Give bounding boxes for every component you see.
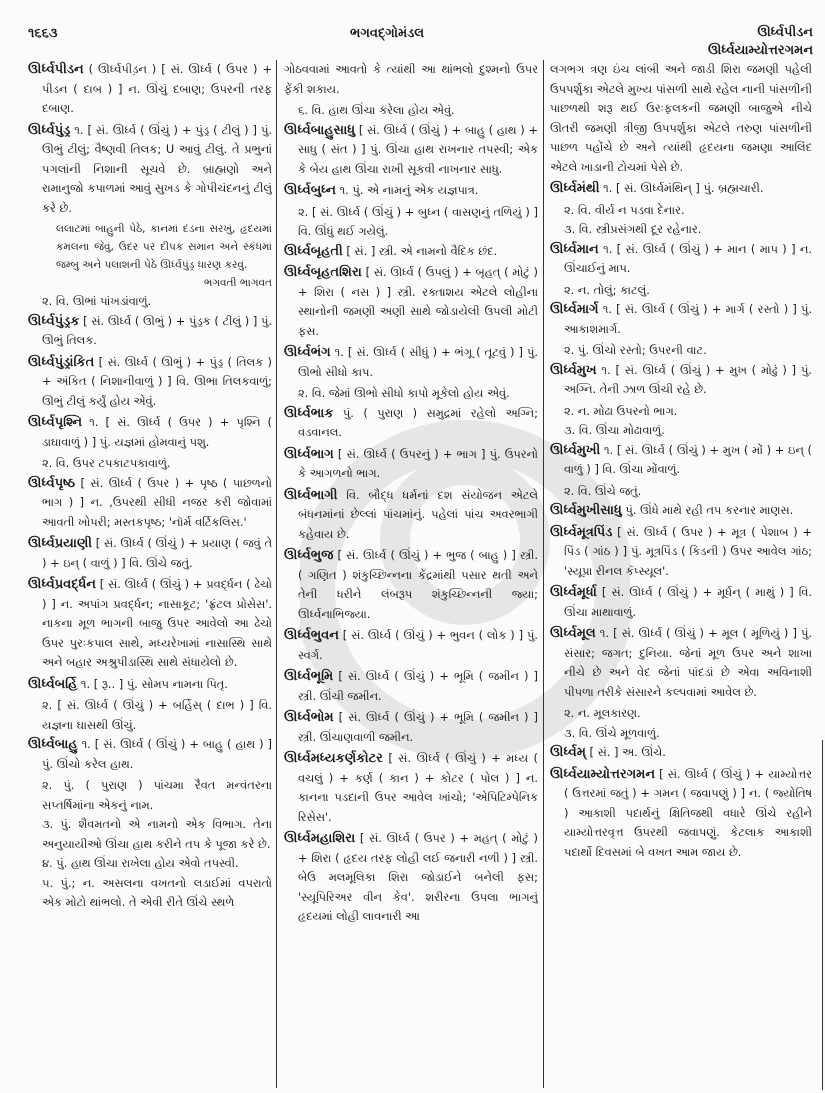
headword: ઊર્ધ્વમૂત્રપિંડ bbox=[550, 524, 613, 540]
dictionary-entry bbox=[28, 413, 272, 452]
dictionary-entry bbox=[284, 486, 538, 545]
sub-sense: ૩. વિ. સ્ત્રીપ્રસંગથી દૂર રહેનાર. bbox=[564, 222, 702, 236]
headword: ઊર્ધ્વમાન bbox=[550, 241, 599, 257]
guide-words bbox=[708, 24, 813, 60]
definition: [ સં. ઊર્ધ્વ ( ઊંચું ) + યામ્યોત્તર ( ઉત્તરમાં જતું ) + ગમન ( જવાપણું ) ] ન. ( જ્યોતિષ ) આકાશી પદાર્થનું ક્ષિતિજથી વધારે ઊંચે રહીને યામ્યોત્તરવૃત્ત ઉપરથી જવાપણું. કેટલાક આકાશી પદાર્થો દિવસમાં બે વખત આમ જાય છે. bbox=[564, 766, 812, 859]
dictionary-entry bbox=[28, 121, 272, 219]
dictionary-entry bbox=[284, 404, 538, 443]
sub-sense: ૨. ન. મૂલકારણ. bbox=[564, 706, 641, 720]
sub-sense: ૨. પું. ઊંચો રસ્તો; ઉપરની વાટ. bbox=[564, 343, 707, 357]
definition: ૧. [ સં. ઊર્ધ્વ ( ઊંચું ) + માર્ગ ( રસ્તો ) ] પું. આકાશમાર્ગ. bbox=[564, 302, 812, 336]
definition: [ સં. ઊર્ધ્વ ( ઊભું ) + પુંડ્ર ( તિલક ) + અંકિત ( નિશાનીવાળું ) ] વિ. ઊભા તિલકવાળું; ઊભું ટીલું કર્યું હોય એવું. bbox=[42, 354, 272, 408]
sub-sense: ૨. વિ. ઉપર ટપકાટપકાવાળું. bbox=[42, 456, 171, 470]
entry-continuation bbox=[550, 60, 812, 177]
dictionary-entry bbox=[284, 749, 538, 827]
definition: [ સં. ઊર્ધ્વ ( ઊંચું ) + બાહુ ( હાથ ) + સાધુ ( સંત ) ] પું. ઊંચા હાથ રાખનાર તપસ્વી; એક કે બેય હાથ ઊંચા રાખી સૂકવી નાખનાર સાધુ. bbox=[298, 122, 538, 176]
dictionary-entry bbox=[550, 240, 812, 279]
headword: ઊર્ધ્વબુધ્ન bbox=[284, 183, 336, 198]
headword: ઊર્ધ્વમધ્યકર્ણકોટર bbox=[284, 751, 383, 766]
dictionary-columns bbox=[0, 60, 825, 1090]
headword: ઊર્ધ્વભૂમિ bbox=[284, 669, 334, 684]
definition: ૧. [ સં. ઊર્ધ્વ ( ઊંચું ) + મુખ ( મોં ) + ઇન્ ( વાળું ) ] વિ. ઊંચા મોંવાળું. bbox=[564, 442, 812, 476]
definition: ૧. [ સં. ઊર્ધ્વ ( ઊંચું ) + બાહુ ( હાથ ) ] પું. ઊંચો કરેલ હાથ. bbox=[42, 737, 272, 771]
headword: ઊર્ધ્વમ્ bbox=[550, 745, 586, 760]
definition: પું. ઊંધે માથે રહી તપ કરનાર માણસ. bbox=[621, 503, 794, 517]
sub-sense: ૨. ન. મોઢા ઉપરનો ભાગ. bbox=[564, 403, 678, 418]
quotation-text: લલાટમાં બાહુની પેઠે, કાનમાં દંડના સરખું, હૃદયમાં કમલના જેવું, ઉદર પર દીપક સમાન અને સ્કંધમાં જમ્બુ અને પલાશની પેઠે ઊર્ધ્વપુંડ્ર ધારણ કરવું. bbox=[56, 223, 272, 271]
sub-sense: ૨. [ સં. ઊર્ધ્વ ( ઊંચું ) + બર્હિસ્ ( દાભ ) ] વિ. યજ્ઞના ઘાસથી ઊંચું. bbox=[42, 698, 272, 732]
dictionary-entry bbox=[284, 343, 538, 382]
headword: ઊર્ધ્વપીડન bbox=[28, 62, 84, 77]
headword: ઊર્ધ્વભોમ bbox=[284, 710, 334, 725]
sub-sense: ૬. વિ. હાથ ઊંચા કરેલા હોય એવું. bbox=[298, 103, 455, 117]
headword: ઊર્ધ્વબૃહતશિરા bbox=[284, 265, 362, 280]
dictionary-entry bbox=[28, 353, 272, 412]
headword: ઊર્ધ્વમાર્ગ bbox=[550, 302, 599, 317]
definition: પું. ( પુરાણ ) સમુદ્રમાં રહેલો અગ્નિ; વડવાનલ. bbox=[298, 405, 538, 439]
sub-sense: ૨. પું. ( પુરાણ ) પાંચમા રૈવત મન્વંતરના સપ્તર્ષિમાંના એકનું નામ. bbox=[42, 778, 272, 812]
dictionary-entry bbox=[550, 361, 812, 400]
headword: ઊર્ધ્વપૃશ્નિ bbox=[28, 415, 83, 430]
headword: ઊર્ધ્વમુખીસાધુ bbox=[550, 503, 622, 518]
headword: ઊર્ધ્વબર્હિ bbox=[28, 676, 78, 692]
headword: ઊર્ધ્વબાહુસાધુ bbox=[284, 122, 356, 138]
dictionary-entry bbox=[28, 534, 272, 573]
definition: ૧. [ સં. ઊર્ધ્વ ( સીધું ) + ભંગૂ ( તૂટવું ) ] પું. ઊભો સીધો કાપ. bbox=[298, 345, 538, 379]
dictionary-entry bbox=[550, 300, 812, 339]
headword: ઊર્ધ્વભાક bbox=[284, 405, 334, 421]
definition: [ સં. ઊર્ધ્વ ( ઊંચું ) + પ્રયાણ ( જવું તે ) + ઇન્ ( વાળું ) ] વિ. ઊંચે જતું. bbox=[42, 536, 272, 570]
definition: [ સં. ઊર્ધ્વ ( ઉપર ) + મહત્ ( મોટું ) + શિરા ( હૃદય તરફ લોહી લઈ જનારી નળી ) ] સ્ત્રી. બેઉ મલમૂલિકા શિરા જોડાઈને બનેલી ફસ; 'સ્યૂપિરિઅર વીન કેવ'. શરીરના ઉપલા ભાગનું હૃદયમાં લોહી લાવનારી આ bbox=[298, 831, 538, 923]
definition: ૧. પું. એ નામનું એક યજ્ઞપાત્ર. bbox=[335, 183, 479, 197]
dictionary-entry bbox=[550, 441, 812, 480]
dictionary-entry bbox=[284, 546, 538, 624]
sub-sense: ૫. પું.; ન. અસલના વખતનો લડાઈમાં વપરાતો એક મોટો થાંભલો. તે એવી રીતે ઊંચે સ્થળે bbox=[42, 875, 272, 909]
sub-sense: ૪. પું. હાથ ઊંચા રાખેલા હોય એવો તપસ્વી. bbox=[42, 856, 239, 870]
definition: ૧. [ સં. ઊર્ધ્વ ( ઉપર ) + પૃશ્નિ ( ડાઘાવાળું ) ] પું. યજ્ઞમાં હોમવાનું પશુ. bbox=[42, 415, 272, 449]
definition: [ સં. ઊર્ધ્વ ( ઊંચું ) + ભુજ ( બાહુ ) ] સ્ત્રી. ( ગણિત ) શંકુચ્છિન્નના કેંદ્રમાંથી પસાર થતી અને તેની ધરીને લંબરૂપ શંકુચ્છિન્નની જ્યા; ઊર્ધ્વનાભિજ્યા. bbox=[298, 548, 538, 621]
book-title: ભગવદ્ગોમંડલ bbox=[350, 26, 425, 41]
headword: ઊર્ધ્વપૃષ્ઠ bbox=[28, 475, 76, 491]
dictionary-entry bbox=[550, 624, 812, 702]
dictionary-entry bbox=[28, 474, 272, 533]
dictionary-entry bbox=[284, 121, 538, 180]
dictionary-entry bbox=[284, 667, 538, 706]
dictionary-entry bbox=[28, 735, 272, 774]
definition: [ સં. ઊર્ધ્વ ( ઊંચું ) + મૂર્ધન્ ( માથું ) ] વિ. ઊંચા માથાવાળું. bbox=[564, 585, 812, 619]
dictionary-entry bbox=[28, 575, 272, 673]
headword: ઊર્ધ્વમહાશિરા bbox=[284, 831, 356, 846]
definition: ( ઊર્ધ્વપીડ઼ન ) [ સં. ઊર્ધ્વ ( ઉપર ) + પીડન ( દાબ ) ] ન. ઊંચું દબાણ; ઉપરની તરફ દબાણ. bbox=[42, 62, 272, 115]
headword: ઊર્ધ્વમુખી bbox=[550, 442, 601, 458]
dictionary-entry bbox=[28, 675, 272, 695]
headword: ઊર્ધ્વપુંડ્રક bbox=[28, 313, 80, 329]
dictionary-entry bbox=[550, 765, 812, 863]
headword: ઊર્ધ્વમંથી bbox=[550, 181, 600, 196]
guide-word-last: ઊર્ધ્વયામ્યોત્તરગમન bbox=[707, 43, 813, 58]
sub-sense: ૩. પું. શૈવમતનો એ નામનો એક વિભાગ. તેના અનુયાયીઓ ઊંચા હાથ કરીને તપ કે પૂજા કરે છે. bbox=[42, 817, 272, 851]
definition: ૧. [ સં. ઊર્ધ્વ ( ઊંચું ) + પુંડ્ર ( ટીલું ) ] પું. ઊભું ટીલું; વૈષ્ણવી તિલક; U આવું ટીલું. તે પ્રભુનાં પગલાંની નિશાની સૂચવે છે. બ્રાહ્મણો અને રામાનુજો કપાળમાં આવું સુખડ કે ગોપીચંદનનું ટીલું કરે છે. bbox=[42, 122, 272, 215]
column-2 bbox=[284, 60, 538, 1090]
column-1 bbox=[28, 60, 272, 1090]
headword: ઊર્ધ્વયામ્યોત્તરગમન bbox=[550, 766, 656, 782]
definition: ૧. [ સં. ઊર્ધ્વમંથિન્ ] પું. બ્રહ્મચારી. bbox=[599, 181, 764, 195]
sub-sense: ૨. વિ. ઊભાં પાંખડાંવાળું. bbox=[42, 294, 152, 308]
headword: ઊર્ધ્વમૂર્ધા bbox=[550, 585, 597, 600]
headword: ઊર્ધ્વપુંડ્ર bbox=[28, 122, 71, 138]
dictionary-entry bbox=[550, 583, 812, 622]
definition: ૧. [ સં. ઊર્ધ્વ ( ઊંચું ) + મુખ ( મોઢું ) ] પું. અગ્નિ. તેની ઝાળ ઊંચી રહે છે. bbox=[564, 362, 812, 396]
dictionary-entry bbox=[284, 626, 538, 665]
dictionary-entry bbox=[550, 501, 812, 521]
definition: [ સં. ઊર્ધ્વ ( ઊંચું ) + પ્રવર્દ્ધન ( ઢેચો ) ] ન. અપાંગ પ્રવર્દ્ધન; નાસાકૂટ; 'ફ્રંટલ પ્રોસેસ'. નાકના મૂળ ભાગની બાજુ ઉપર આવેલો આ ઢેચો ઉપર પુરઃકપાલ સાથે, મધ્યરેખામાં નાસાસ્થિ સાથે અને બહાર અશ્રુપીડાસ્થિ સાથે સંધાયેલો છે. bbox=[42, 577, 272, 669]
definition: [ સં. ઊર્ધ્વ ( ઊંચું ) + ભુવન ( લોક ) ] પું. સ્વર્ગ. bbox=[298, 628, 538, 662]
headword: ઊર્ધ્વભાગી bbox=[284, 487, 338, 503]
quotation bbox=[28, 220, 272, 292]
sub-sense: ૨. ન. તોલું; કાટલું. bbox=[564, 282, 650, 297]
headword: ઊર્ધ્વમુખ bbox=[550, 362, 597, 378]
headword: ઊર્ધ્વબાહુ bbox=[28, 737, 78, 752]
headword: ઊર્ધ્વભુવન bbox=[284, 628, 339, 643]
page-number: ૧૬૬૩ bbox=[28, 26, 58, 41]
dictionary-entry bbox=[284, 708, 538, 747]
entry-continuation bbox=[284, 60, 538, 99]
headword: ઊર્ધ્વભુજ bbox=[284, 548, 334, 563]
dictionary-entry bbox=[284, 445, 538, 484]
definition: ૧. [ સં. ઊર્ધ્વ ( ઊંચું ) + મૂલ ( મૂળિયું ) ] પું. સંસાર; જગત; દુનિયા. જેનાં મૂળ ઉપર અને શાખા નીચે છે અને વેદ જેનાં પાંદડાં છે એવા અવિનાશી પીપળા તરીકે સંસારને કલ્પવામાં આવેલ છે. bbox=[564, 626, 812, 699]
sub-sense: ૨. વિ. જેમાં ઊભો સીધો કાપો મૂકેલો હોય એવું. bbox=[298, 386, 510, 400]
headword: ઊર્ધ્વભંગ bbox=[284, 345, 331, 360]
definition: [ સં. ઊર્ધ્વ ( ઉપર ) + પૃષ્ઠ ( પાછળનો ભાગ ) ] ન. ,ઉપરથી સીધી નજર કરી જોવામાં આવતી ખોપરી; મસ્તકપૃષ્ઠ; 'નૉર્મ વર્ટિકલિસ.' bbox=[42, 475, 272, 529]
definition: [ સં. ઊર્ધ્વ ( ઊંચું ) + ભૂમિ ( જમીન ) ] સ્ત્રી. ઊંચી જમીન. bbox=[298, 669, 538, 703]
dictionary-entry bbox=[284, 263, 538, 341]
definition: [ સં. ઊર્ધ્વ ( ઉપલું ) + બૃહત્ ( મોટું ) + શિરા ( નસ ) ] સ્ત્રી. રક્તાશય એટલે લોહીના સ્થાનોની જમણી અણી સાથે જોડાયેલી ઉપલી મોટી ફસ. bbox=[298, 265, 538, 338]
headword: ઊર્ધ્વપુંડ્રાંકિત bbox=[28, 354, 95, 370]
definition: [ સં. ] સ્ત્રી. એ નામનો વૈદિક છંદ. bbox=[342, 243, 498, 258]
column-3 bbox=[550, 60, 812, 1090]
dictionary-entry bbox=[550, 743, 812, 763]
definition: વિ. બૌદ્ધ ધર્મનાં દશ સંયોજન એટલે બંધનમાંનાં છેલ્લાં પાંચમાંનું. પહેલાં પાંચ અવરભાગી કહેવાય છે. bbox=[298, 487, 538, 541]
definition: [ સં. ] અ. ઊંચે. bbox=[585, 745, 666, 759]
dictionary-entry bbox=[550, 523, 812, 582]
dictionary-entry bbox=[550, 179, 812, 199]
definition: [ સં. ઊર્ધ્વ ( ઊભું ) + પુંડ્રક ( ટીલું ) ] પું. ઊભું તિલક. bbox=[42, 313, 272, 347]
sub-sense: ૩. વિ. ઊંચે મૂળવાળું. bbox=[564, 725, 660, 740]
dictionary-entry bbox=[28, 60, 272, 119]
headword: ઊર્ધ્વપ્રવર્દ્ધન bbox=[28, 577, 96, 592]
sub-sense: ૨. [ સં. ઊર્ધ્વ ( ઊંચું ) + બુધ્ન ( વાસણનું તળિયું ) ] વિ. ઊંધું થઈ ગયેલું. bbox=[298, 204, 538, 238]
sub-sense: ૨. વિ. ઊંચે જતું. bbox=[564, 483, 642, 498]
definition: ૧. [ રૂ.. ] પું. સોમપ નામના પિતૃ. bbox=[77, 676, 228, 691]
headword: ઊર્ધ્વબૃહતી bbox=[284, 243, 343, 259]
sub-sense: ૩. વિ. ઊંચા મોઢાવાળું. bbox=[564, 423, 665, 437]
dictionary-entry bbox=[284, 829, 538, 927]
headword: ઊર્ધ્વપ્રયાણી bbox=[28, 536, 93, 551]
dictionary-entry bbox=[28, 312, 272, 351]
page-header bbox=[0, 0, 825, 58]
quotation-source: ભગવતી ભાગવત bbox=[203, 277, 272, 289]
definition: ૧. [ સં. ઊર્ધ્વ ( ઊંચું ) + માન ( માપ ) ] ન. ઊંચાઈનું માપ. bbox=[564, 241, 812, 275]
definition: [ સં. ઊર્ધ્વ ( ઊંચું ) + મધ્ય ( વચલું ) + કર્ણ ( કાન ) + કોટર ( પોલ ) ] ન. કાનના પડદાની ઉપર આવેલ ખાંચો; 'એપિટિમ્પેનિક રિસેસ'. bbox=[298, 751, 538, 824]
definition: ગોઠવવામાં આવતો કે ત્યાંથી આ થાંભલો દુશ્મનો ઉપર ફેંકી શકાય. bbox=[284, 62, 538, 96]
definition: [ સં. ઊર્ધ્વ ( ઊંચું ) + ભૂમિ ( જમીન ) ] સ્ત્રી. ઊંચાણવાળી જમીન. bbox=[298, 710, 538, 744]
sub-sense: ૨. વિ. વીર્ય ન પડવા દેનાર. bbox=[564, 202, 685, 217]
headword: ઊર્ધ્વભાગ bbox=[284, 446, 334, 462]
guide-word-first: ઊર્ધ્વપીડન bbox=[757, 25, 813, 40]
definition: લગભગ ત્રણ ઇંચ લાંબી અને જાડી શિરા જમણી પહેલી ઉપપર્શુકા એટલે મુખ્ય પાંસળી સાથે રહેલ નાની પાંસળીની પાછળથી શરૂ થઈ ઉરઃફલકની જમણી બાજુએ નીચે ઊતરી જમણી ત્રીજી ઉપપર્શુકા એટલે તરુણ પાંસળીની પાછળ પહોંચે છે અને ત્યાંથી હૃદયના જમણા આલિંદ એટલે ખાડાની ટોચમાં પેસે છે. bbox=[550, 62, 812, 174]
headword: ઊર્ધ્વમૂલ bbox=[550, 626, 596, 641]
dictionary-entry bbox=[284, 181, 538, 201]
definition: [ સં. ઊર્ધ્વ ( ઉપર ) + મૂત્ર ( પેશાબ ) + પિંડ ( ગાંઠ ) ] પું. મૂત્રપિંડ ( કિડની ) ઉપર આવેલ ગાંઠ; 'સ્યૂપ્રા રીનલ કૅપ્સ્યૂલ'. bbox=[564, 524, 812, 578]
definition: [ સં. ઊર્ધ્વ ( ઉપરનું ) + ભાગ ] પું. ઉપરનો કે આગળનો ભાગ. bbox=[298, 446, 538, 480]
dictionary-entry bbox=[284, 242, 538, 262]
